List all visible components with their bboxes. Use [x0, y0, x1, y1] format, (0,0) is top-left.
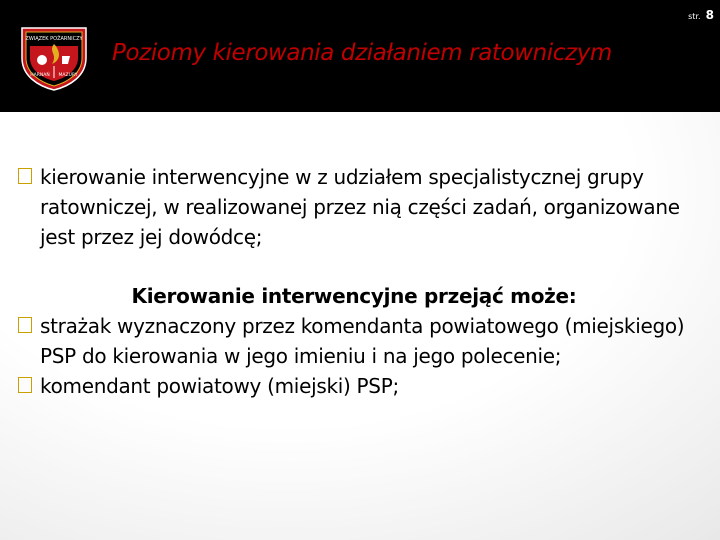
logo-text-top: ZWIĄZEK POŻARNICZY	[25, 36, 83, 42]
page-number-value: 8	[705, 8, 714, 22]
subheading: Kierowanie interwencyjne przejąć może:	[131, 284, 577, 308]
bullet-item-3-text: komendant powiatowy (miejski) PSP;	[40, 374, 399, 398]
logo-text-bottom-right: MAZURY	[58, 73, 78, 78]
fire-brigade-emblem-icon	[18, 20, 90, 92]
bullet-item-2	[18, 311, 708, 371]
logo-text-bottom-left: HARNAŃ	[30, 73, 50, 78]
bullet-icon	[18, 317, 32, 333]
bullet-item-1-text: kierowanie interwencyjne w z udziałem specjalistycznej grupy ratowniczej, w realizowanej przez nią części zadań, organizowane jest przez jej dowódcę;	[40, 165, 680, 249]
page-label: str.	[688, 12, 701, 21]
slide-title: Poziomy kierowania działaniem ratowniczym	[112, 40, 612, 66]
slide-body	[18, 162, 708, 401]
page-number	[688, 4, 714, 23]
bullet-item-2-text: strażak wyznaczony przez komendanta powiatowego (miejskiego) PSP do kierowania w jego imieniu i na jego polecenie;	[40, 314, 685, 368]
bullet-item-1	[18, 162, 708, 252]
bullet-item-3	[18, 371, 708, 401]
slide-header	[0, 0, 720, 112]
bullet-icon	[18, 377, 32, 393]
bullet-icon	[18, 168, 32, 184]
